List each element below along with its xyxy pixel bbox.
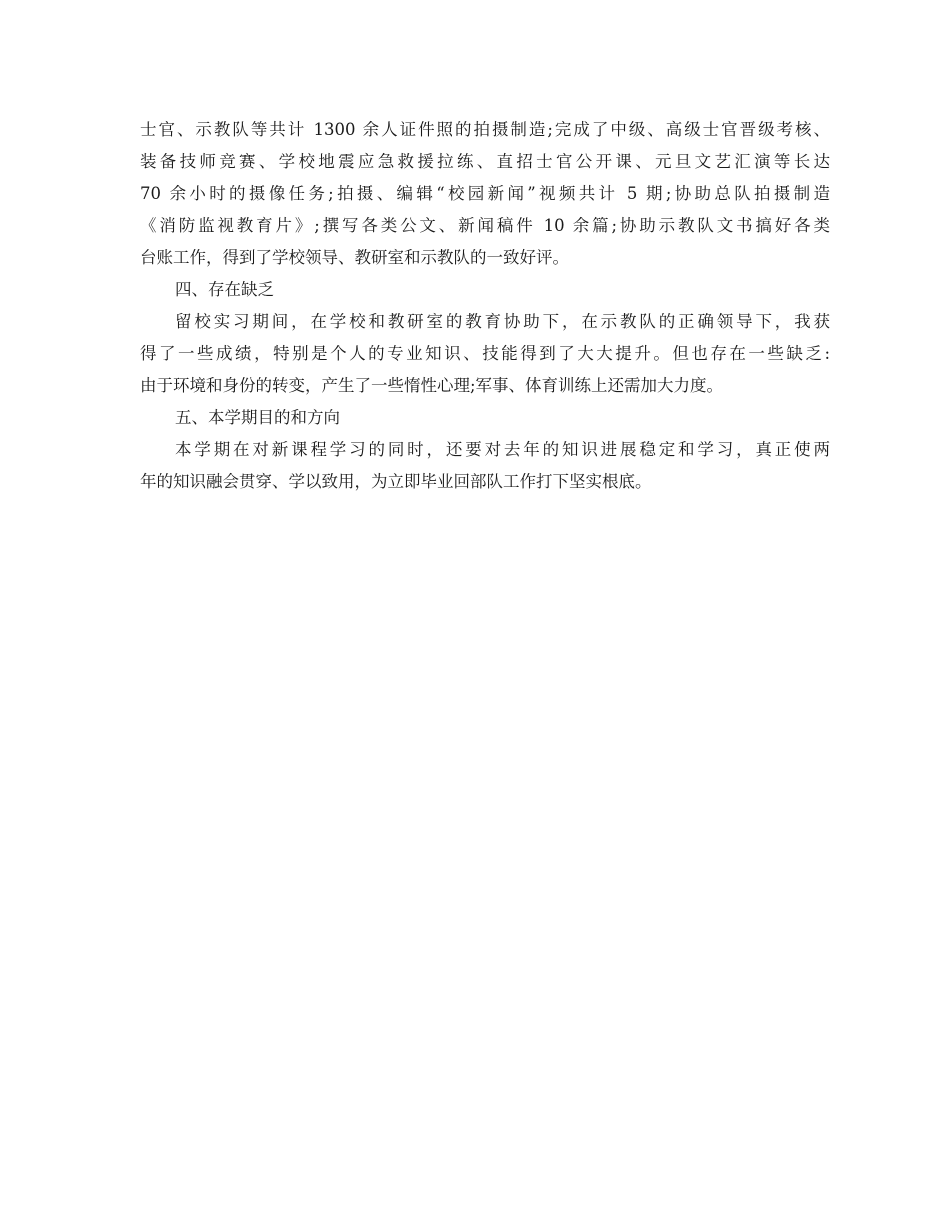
section-heading-goals: 五、本学期目的和方向 <box>175 408 340 427</box>
paragraph-work-summary <box>140 114 830 274</box>
document-body <box>140 114 830 498</box>
paragraph-shortcomings <box>140 306 830 402</box>
paragraph-line: 年的知识融会贯穿、学以致用，为立即毕业回部队工作打下坚实根底。 <box>140 472 652 491</box>
paragraph-line: 装备技师竞赛、学校地震应急救援拉练、直招士官公开课、元旦文艺汇演等长达 <box>140 152 830 171</box>
paragraph-line: 本学期在对新课程学习的同时，还要对去年的知识进展稳定和学习，真正使两 <box>175 440 830 459</box>
paragraph-line: 台账工作，得到了学校领导、教研室和示教队的一致好评。 <box>140 248 569 267</box>
paragraph-line: 留校实习期间，在学校和教研室的教育协助下，在示教队的正确领导下，我获 <box>175 312 830 331</box>
paragraph-line: 得了一些成绩，特别是个人的专业知识、技能得到了大大提升。但也存在一些缺乏: <box>140 344 830 363</box>
paragraph-line: 《消防监视教育片》;撰写各类公文、新闻稿件 10 余篇;协助示教队文书搞好各类 <box>140 216 830 235</box>
paragraph-line: 由于环境和身份的转变，产生了一些惰性心理;军事、体育训练上还需加大力度。 <box>140 376 724 395</box>
paragraph-line: 70 余小时的摄像任务;拍摄、编辑“校园新闻”视频共计 5 期;协助总队拍摄制造 <box>140 184 830 203</box>
section-heading-shortcomings: 四、存在缺乏 <box>175 280 274 299</box>
paragraph-goals <box>140 434 830 498</box>
paragraph-line: 士官、示教队等共计 1300 余人证件照的拍摄制造;完成了中级、高级士官晋级考核、 <box>140 120 830 139</box>
